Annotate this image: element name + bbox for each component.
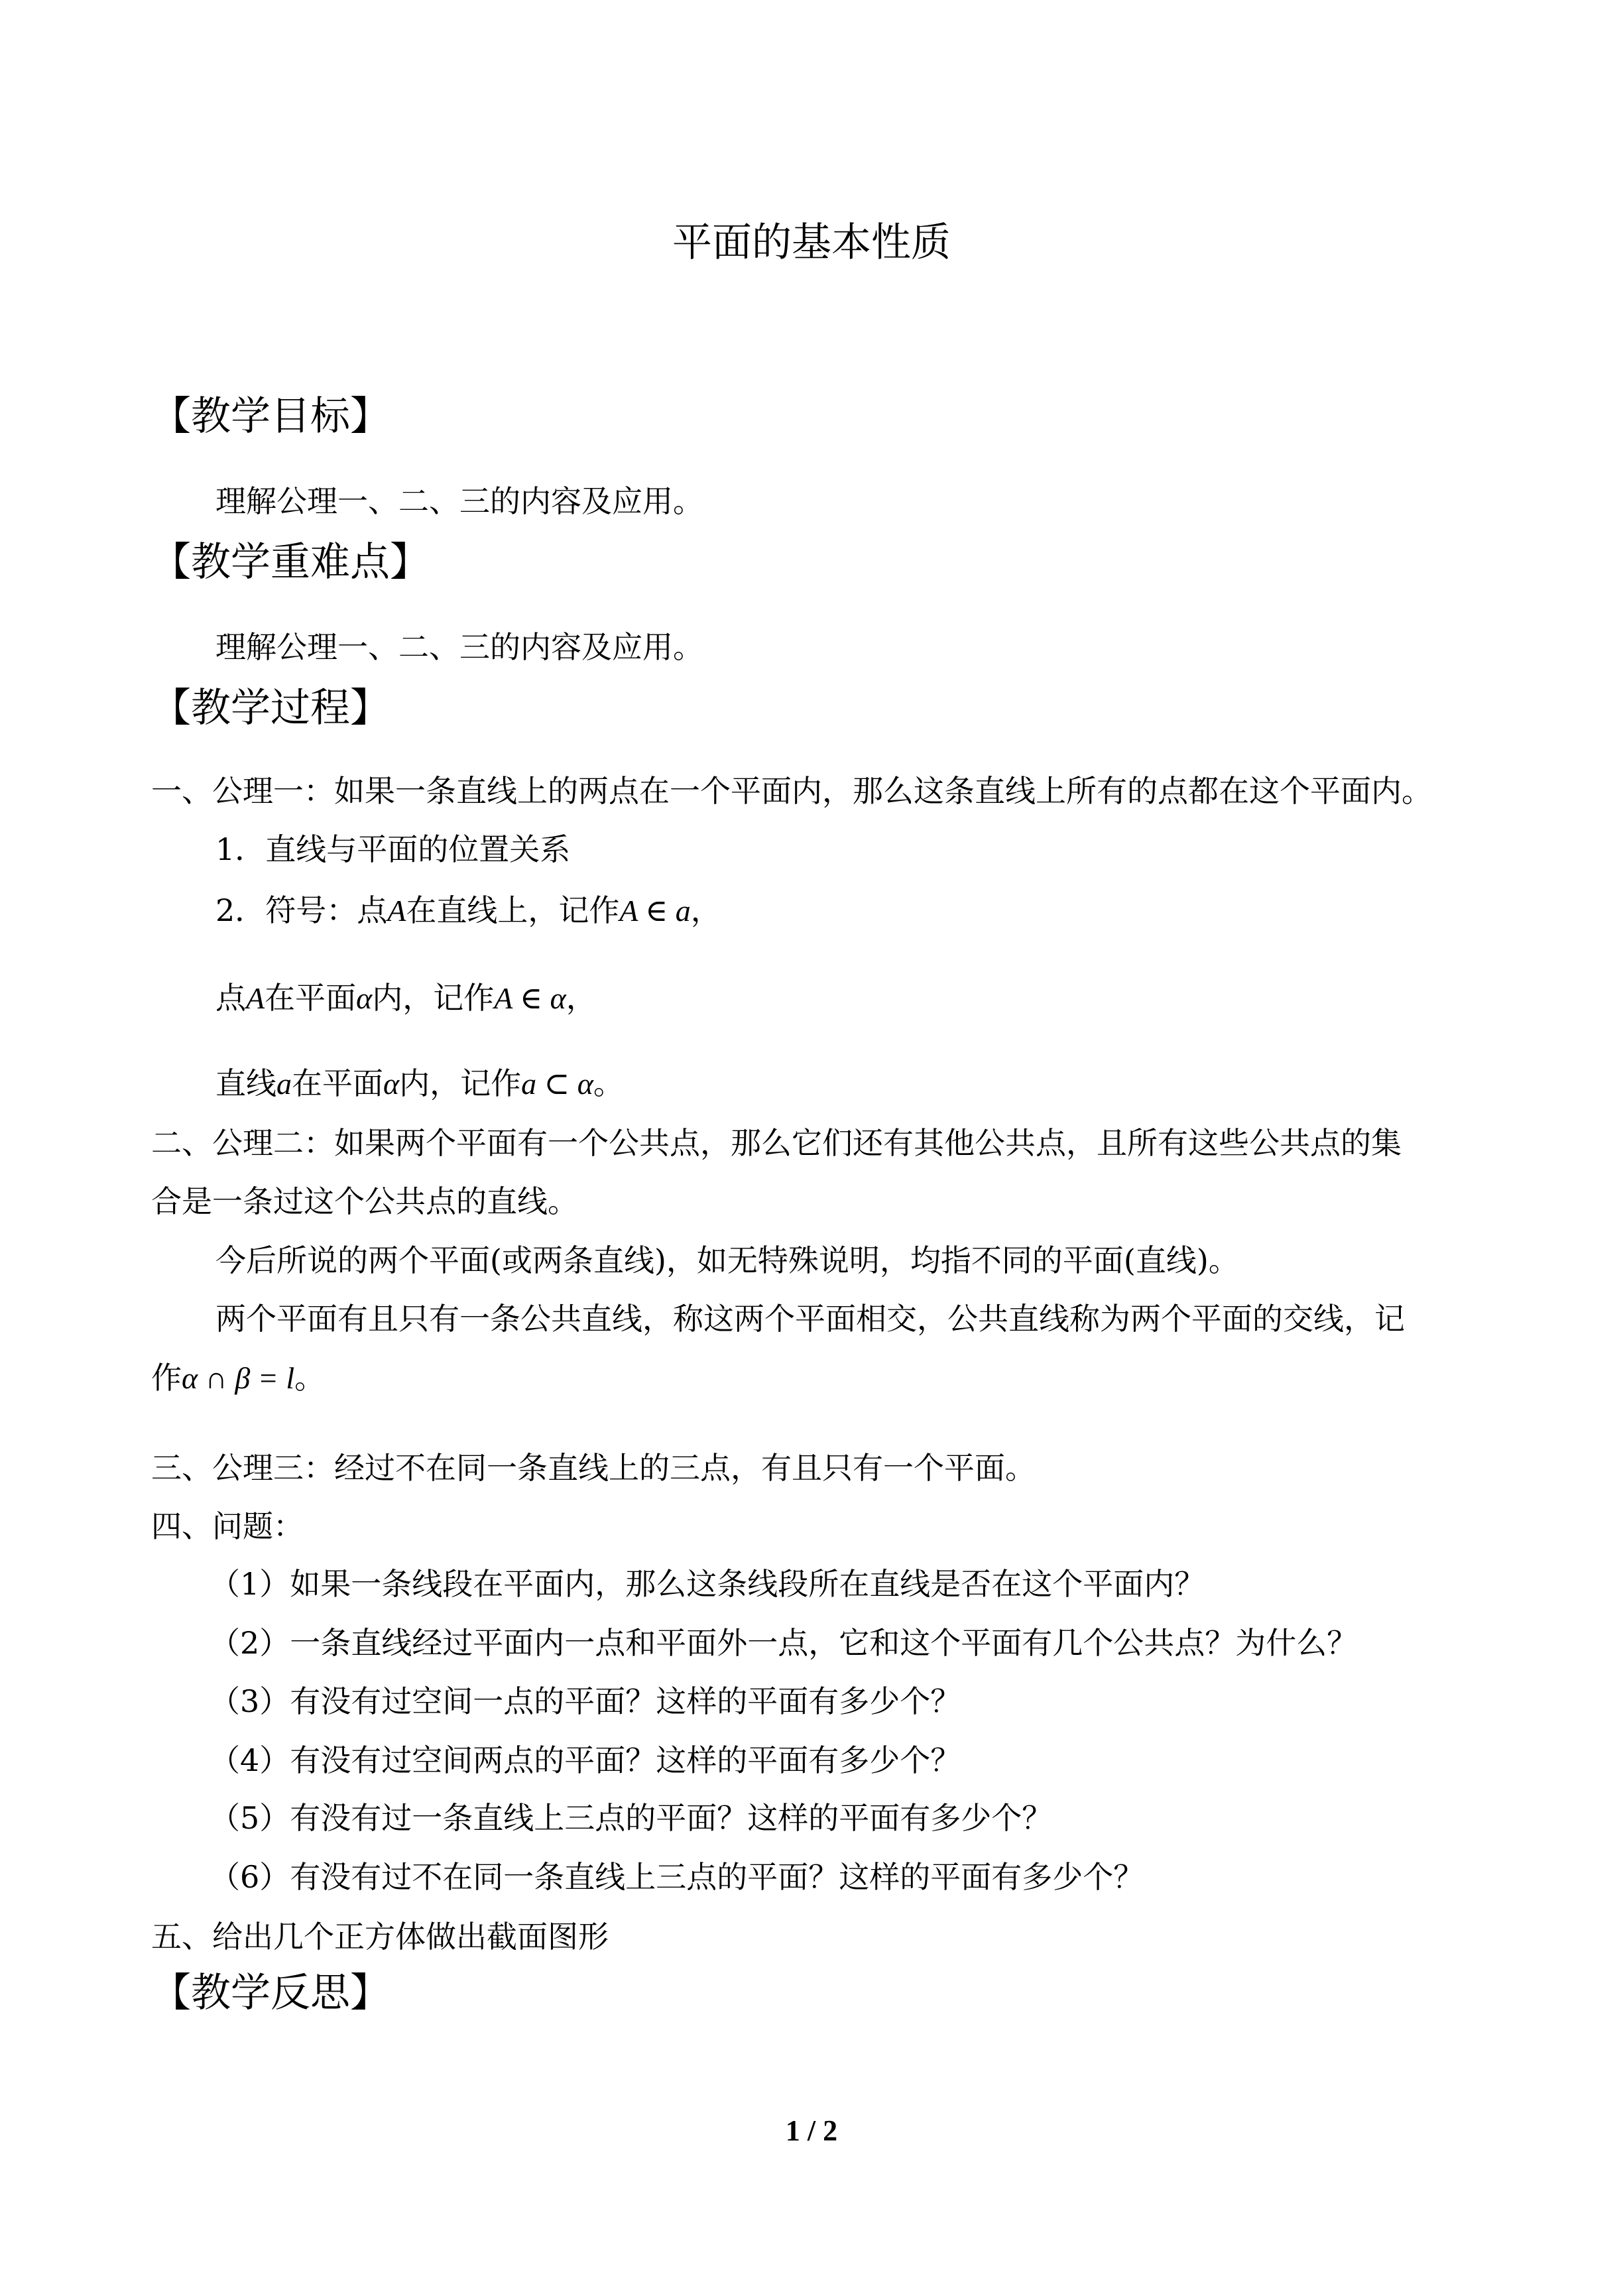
line4: [215, 1059, 624, 1103]
section5-text: 五、给出几个正方体做出截面图形: [151, 1919, 609, 1955]
item2-prefix: 2．符号：点: [215, 892, 388, 928]
item2-var: A: [387, 894, 406, 928]
note2-line1: 两个平面有且只有一条公共直线，称这两个平面相交，公共直线称为两个平面的交线，记: [215, 1301, 1405, 1337]
question-item: （3）有没有过空间一点的平面？这样的平面有多少个？: [210, 1683, 961, 1719]
question-item: （2）一条直线经过平面内一点和平面外一点，它和这个平面有几个公共点？为什么？: [210, 1625, 1358, 1661]
line4-end: 。: [593, 1065, 624, 1101]
question-item: （4）有没有过空间两点的平面？这样的平面有多少个？: [210, 1742, 961, 1778]
page-number: 1 / 2: [785, 2114, 838, 2147]
line3-end: ，: [566, 980, 597, 1016]
line4-var: a: [276, 1067, 292, 1101]
axiom2-line1: 二、公理二：如果两个平面有一个公共点，那么它们还有其他公共点，且所有这些公共点的集: [151, 1125, 1402, 1161]
item1-text: 1．直线与平面的位置关系: [215, 831, 571, 867]
note2-end: 。: [294, 1360, 326, 1396]
item2-formula: A ∈ a: [619, 894, 691, 928]
key-points-heading: 【教学重难点】: [151, 539, 430, 585]
reflection-heading: 【教学反思】: [151, 1970, 390, 2016]
question-item: （6）有没有过不在同一条直线上三点的平面？这样的平面有多少个？: [210, 1859, 1144, 1895]
item2-line: [215, 886, 721, 930]
process-heading: 【教学过程】: [151, 685, 390, 731]
question-item: （5）有没有过一条直线上三点的平面？这样的平面有多少个？: [210, 1800, 1053, 1836]
line3: [215, 974, 597, 1018]
line4-mid1: 在平面: [292, 1065, 383, 1101]
page-title: 平面的基本性质: [672, 219, 951, 266]
key-points-text: 理解公理一、二、三的内容及应用。: [215, 629, 703, 665]
axiom1-text: 一、公理一：如果一条直线上的两点在一个平面内，那么这条直线上所有的点都在这个平面内。: [151, 773, 1432, 809]
line3-var: A: [246, 981, 265, 1015]
item2-mid: 在直线上，记作: [406, 892, 620, 928]
line3-formula: A ∈ α: [494, 981, 566, 1015]
note2-prefix: 作: [151, 1360, 182, 1396]
line3-plane: α: [356, 981, 373, 1015]
note2-line2: [151, 1354, 325, 1398]
line4-mid2: 内，记作: [399, 1065, 522, 1101]
item2-end: ，: [690, 892, 721, 928]
axiom3-text: 三、公理三：经过不在同一条直线上的三点，有且只有一个平面。: [151, 1450, 1036, 1486]
line3-mid1: 在平面: [265, 980, 357, 1016]
objective-text: 理解公理一、二、三的内容及应用。: [215, 483, 703, 519]
objective-heading: 【教学目标】: [151, 393, 390, 440]
note1-text: 今后所说的两个平面(或两条直线)，如无特殊说明，均指不同的平面(直线)。: [215, 1242, 1239, 1278]
line4-formula: a ⊂ α: [521, 1067, 593, 1101]
line4-plane: α: [383, 1067, 400, 1101]
question-item: （1）如果一条线段在平面内，那么这条线段所在直线是否在这个平面内？: [210, 1566, 1205, 1602]
line3-prefix: 点: [215, 980, 246, 1016]
line3-mid2: 内，记作: [372, 980, 495, 1016]
note2-formula: α ∩ β = l: [182, 1361, 295, 1395]
axiom2-line2: 合是一条过这个公共点的直线。: [151, 1183, 578, 1219]
questions-heading: 四、问题：: [151, 1508, 304, 1544]
line4-prefix: 直线: [215, 1065, 276, 1101]
